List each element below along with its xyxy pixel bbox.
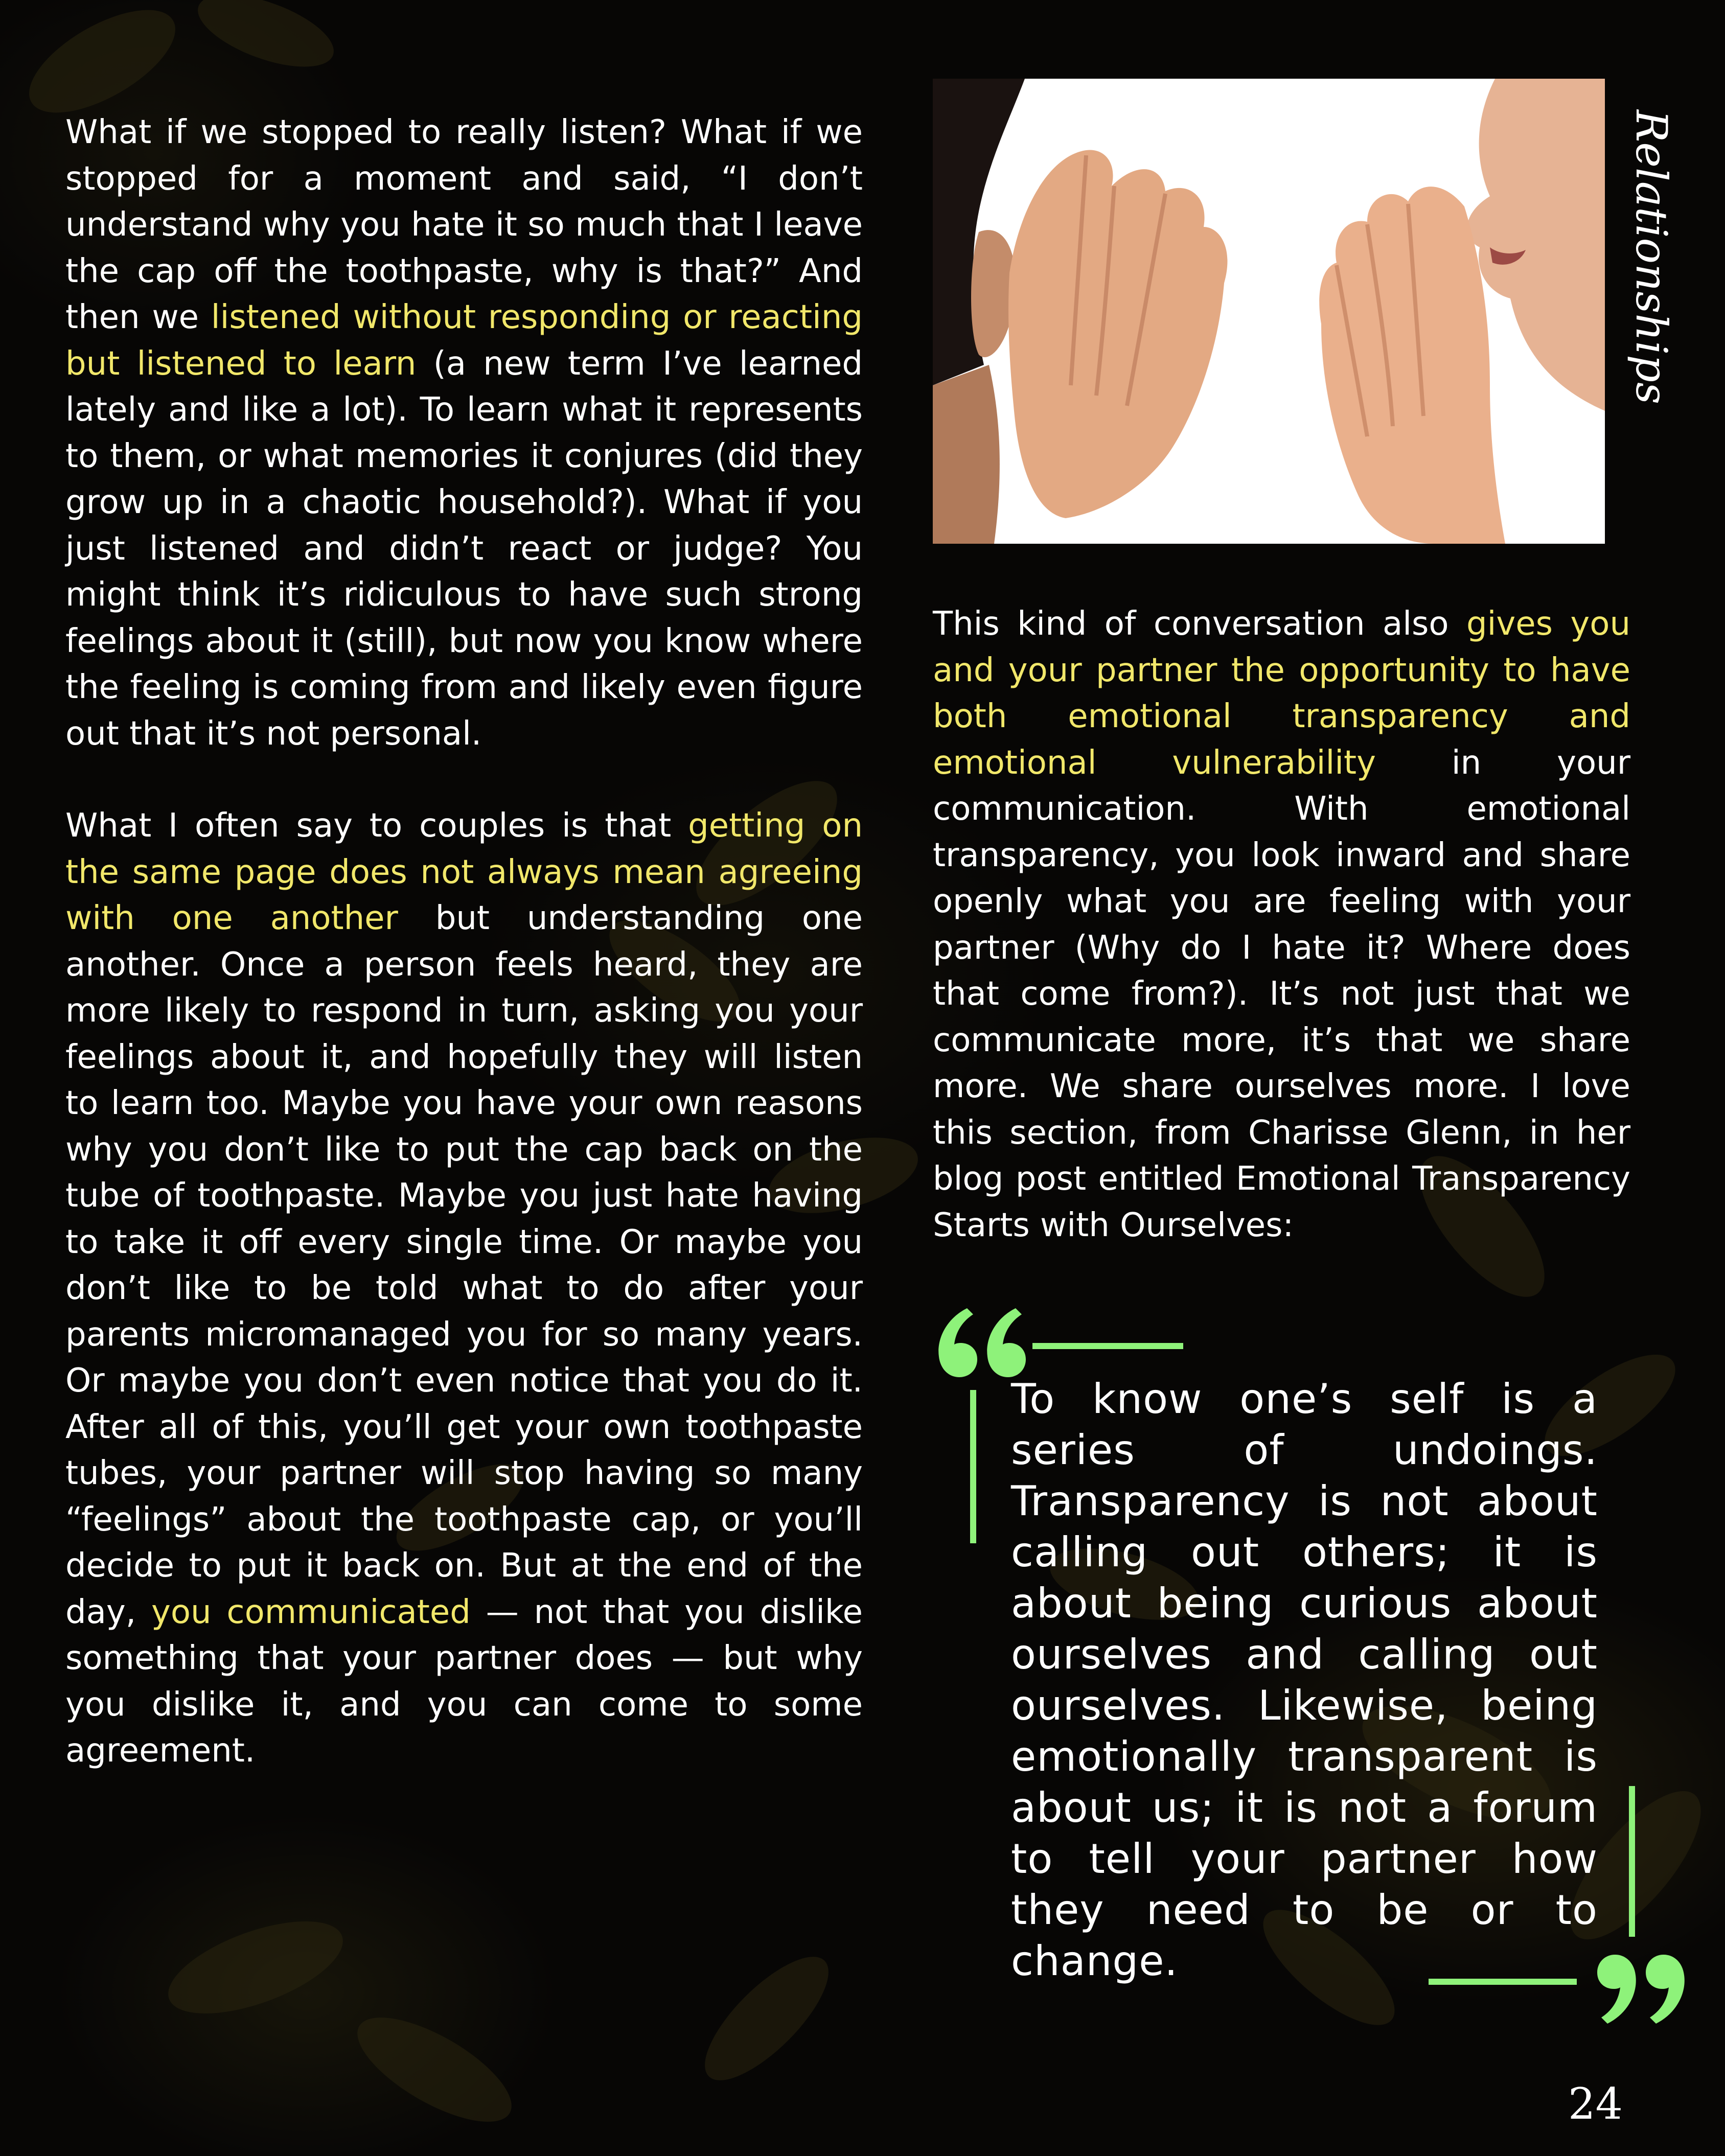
article-left-column xyxy=(65,109,863,1820)
body-text: What if we stopped to really listen? What if we stopped for a moment and said, “I don’t understand why you hate it so much that I leave the cap off the toothpaste, why is that?” And then we xyxy=(65,113,863,336)
right-paragraph-1 xyxy=(933,601,1630,1248)
highlighted-text: you communicated xyxy=(151,1593,471,1631)
pull-quote-text: To know one’s self is a series of undoings. Transparency is not about calling out others; it is about being curious about ourselves and calling out ourselves. Likewise, being emotionally transparent is about us; it is not a forum to tell your partner how they need to be or to change. xyxy=(1011,1375,1598,1985)
left-paragraph-1 xyxy=(65,109,863,757)
highlighted-text: gives you and your partner the opportunity to have both emotional transparency and emotional vulnerability xyxy=(933,605,1631,782)
body-text: but understanding one another. Once a person feels heard, they are more likely to respond in turn, asking you your feelings about it, and hopefully they will listen to learn too. Maybe you have your own reasons why you don’t like to put the cap back on the tube of toothpaste. Maybe you just hate having to take it off every single time. Or maybe you don’t like to be told what to do after your parents micromanaged you for so many years. Or maybe you don’t even notice that you do it. After all of this, you’ll get your own toothpaste tubes, your partner will stop having so many “feelings” about the toothpaste cap, or you’ll decide to put it back on. But at the end of the day, xyxy=(65,899,863,1631)
body-text: What I often say to couples is that xyxy=(65,807,688,845)
section-title-vertical: Relationships xyxy=(1626,110,1676,405)
quote-left-rule xyxy=(970,1390,976,1543)
page-number: 24 xyxy=(1568,2079,1623,2129)
close-quote-icon xyxy=(1587,1942,1689,2044)
body-text: This kind of conversation also xyxy=(933,605,1466,643)
body-text: (a new term I’ve learned lately and like a lot). To learn what it represents to them, or what memories it conjures (did they grow up in a chaotic household?). What if you just listened and didn’t react or judge? You might think it’s ridiculous to have such strong feelings about it (still), but now you know where the feeling is coming from and likely even figure out that it’s not personal. xyxy=(65,344,863,753)
highlighted-text: getting on the same page does not always mean agreeing with one another xyxy=(65,807,863,937)
article-right-column xyxy=(933,601,1630,1248)
quote-top-rule xyxy=(1032,1343,1183,1349)
photo-illustration xyxy=(933,79,1605,544)
highlighted-text: listened without responding or reacting but listened to learn xyxy=(65,298,863,383)
body-text: — not that you dislike something that your partner does — but why you dislike it, and you can come to some agreement. xyxy=(65,1593,863,1770)
body-text: in your communication. With emotional transparency, you look inward and share openly what you are feeling with your partner (Why do I hate it? Where does that come from?). It’s not just that we communicate more, it’s that we share more. We share ourselves more. I love this section, from Charisse Glenn, in her blog post entitled Emotional Transparency Starts with Ourselves: xyxy=(933,744,1631,1244)
whisper-listening-photo xyxy=(933,79,1605,544)
left-paragraph-2 xyxy=(65,803,863,1774)
quote-right-rule xyxy=(1629,1786,1635,1937)
